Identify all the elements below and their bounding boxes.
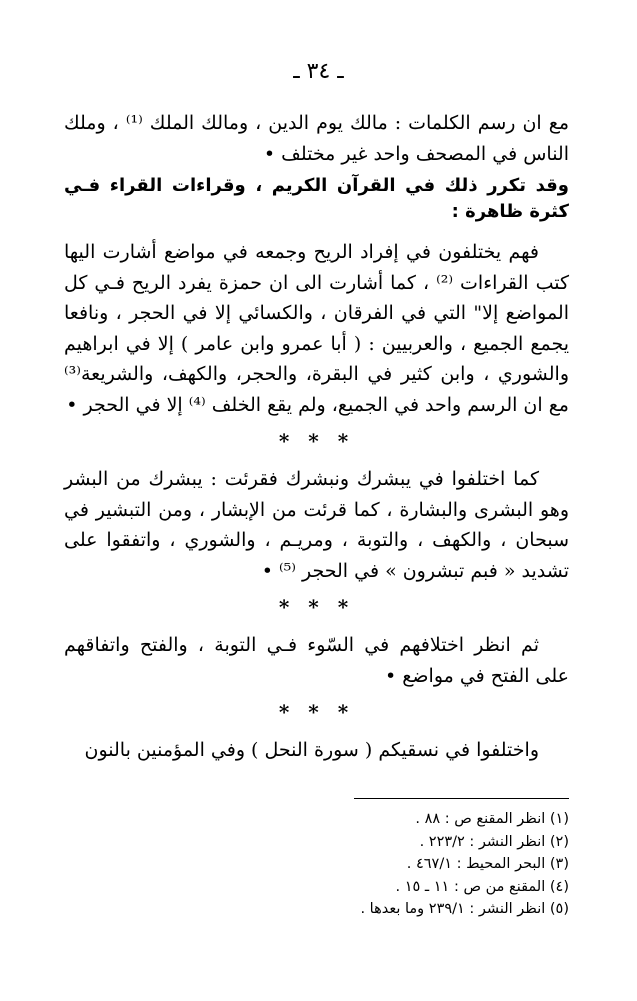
section-separator-stars: * * * <box>278 700 355 724</box>
paragraph-nusqikum: واختلفوا في نسقيكم ( سورة النحل ) وفي المؤمنين بالنون <box>84 739 539 761</box>
footnote-item: (٥) انظر النشر : ٢٣٩/١ وما بعدها . <box>360 901 569 917</box>
paragraph-rasm-note: مع ان رسم الكلمات : مالك يوم الدين ، ومالك الملك ⁽¹⁾ ، وملك الناس في المصحف واحد غير مختلف • <box>64 112 569 165</box>
footnote-item: (٣) البحر المحيط : ٤٦٧/١ . <box>406 856 569 872</box>
paragraph-yubashshiruk: كما اختلفوا في يبشرك ونبشرك فقرئت : يبشرك من البشر وهو البشرى والبشارة ، كما قرئت من الإبشار ، ومن التبشير في سبحان ، والكهف ، والتوبة ، ومريـم ، والشوري ، واتفقوا على تشديد « فبم تبشرون » في الحجر ⁽⁵⁾ • <box>64 468 569 582</box>
footnote-item: (٢) انظر النشر : ٢٢٣/٢ . <box>419 833 569 850</box>
paragraph-al-saw: ثم انظر اختلافهم في السّوء فـي التوبة ، والفتح واتفاقهم على الفتح في مواضع • <box>64 634 569 687</box>
page-number: ـ ٣٤ ـ <box>293 59 344 84</box>
section-separator-stars: * * * <box>278 595 355 619</box>
footnotes <box>64 808 569 921</box>
footnote-item: (١) انظر المقنع ص : ٨٨ . <box>415 811 569 827</box>
body-text <box>64 108 569 766</box>
footnote-item: (٤) المقنع من ص : ١١ ـ ١٥ . <box>395 878 569 895</box>
section-separator-stars: * * * <box>278 429 355 453</box>
paragraph-heading-bold: وقد تكرر ذلك في القرآن الكريم ، وقراءات القراء فـي كثرة ظاهرة : <box>64 175 569 222</box>
footnote-divider <box>354 798 569 799</box>
paragraph-al-rih: فهم يختلفون في إفراد الريح وجمعه في مواضع أشارت اليها كتب القراءات ⁽²⁾ ، كما أشارت الى ان حمزة يفرد الريح فـي كل المواضع إلا" التي في الفرقان ، والكسائي إلا في الحجر ، ونافعا يجمع الجميع ، والعربيين : ( أبا عمرو وابن عامر ) إلا في ابراهيم والشوري ، وابن كثير في البقرة، والحجر، والكهف، والشريعة⁽³⁾ مع ان الرسم واحد في الجميع، ولم يقع الخلف ⁽⁴⁾ إلا في الحجر • <box>64 241 569 416</box>
